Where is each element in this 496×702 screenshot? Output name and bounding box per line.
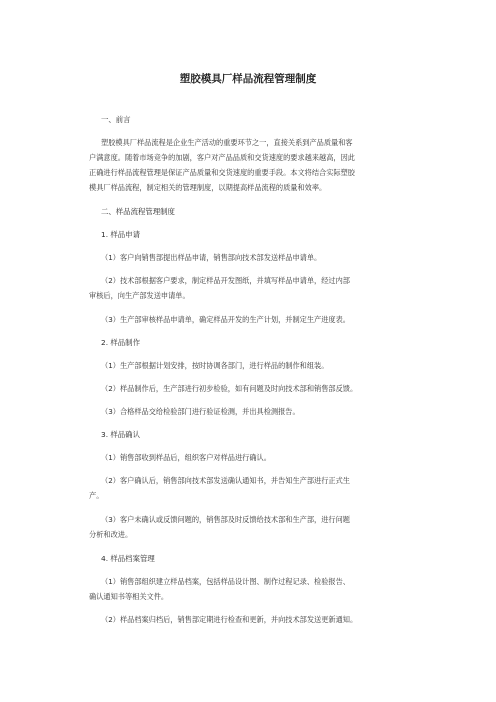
section-heading-preface: 一、前言: [101, 115, 131, 124]
list-item: （3）客户未确认或反馈问题的，销售部及时反馈给技术部和生产部，进行问题: [101, 515, 350, 524]
subsection-heading-application: 1. 样品申请: [101, 230, 140, 239]
list-item: （1）客户向销售部提出样品申请，销售部向技术部发送样品申请单。: [101, 253, 322, 262]
subsection-heading-production: 2. 样品制作: [101, 338, 140, 347]
subsection-heading-archive: 4. 样品档案管理: [101, 554, 155, 563]
section-heading-management: 二、样品流程管理制度: [101, 207, 175, 216]
list-item: （2）样品制作后，生产部进行初步检验，如有问题及时向技术部和销售部反馈。: [101, 384, 358, 393]
document-title: 塑胶模具厂样品流程管理制度: [179, 73, 317, 85]
preface-line: 正确进行样品流程管理是保证产品质量和交货速度的重要手段。本文将结合实际塑胶: [89, 168, 355, 177]
list-item: （3）合格样品交给检验部门进行验证检测，并出具检测报告。: [101, 407, 300, 416]
subsection-heading-confirmation: 3. 样品确认: [101, 430, 140, 439]
list-item-continuation: 审核后，向生产部发送申请单。: [89, 291, 190, 300]
list-item-continuation: 分析和改进。: [89, 530, 133, 539]
list-item-continuation: 产。: [89, 491, 104, 500]
list-item: （3）生产部审核样品申请单，确定样品开发的生产计划，并制定生产进度表。: [101, 315, 350, 324]
preface-line: 户满意度。随着市场竞争的加剧，客户对产品品质和交货速度的要求越来越高，因此: [89, 153, 355, 162]
list-item: （1）销售部组织建立样品档案，包括样品设计图、制作过程记录、检验报告、: [101, 577, 350, 586]
list-item: （1）生产部根据计划安排，按时协调各部门，进行样品的制作和组装。: [101, 361, 329, 370]
preface-line: 塑胶模具厂样品流程是企业生产活动的重要环节之一，直接关系到产品质量和客: [101, 138, 353, 147]
list-item-continuation: 确认通知书等相关文件。: [89, 592, 169, 601]
list-item: （2）技术部根据客户要求，制定样品开发图纸，并填写样品申请单，经过内部: [101, 276, 350, 285]
preface-line: 模具厂样品流程，制定相关的管理制度，以期提高样品流程的质量和效率。: [89, 183, 327, 192]
list-item: （1）销售部收到样品后，组织客户对样品进行确认。: [101, 453, 271, 462]
list-item: （2）客户确认后，销售部向技术部发送确认通知书，并告知生产部进行正式生: [101, 476, 350, 485]
list-item: （2）样品档案归档后，销售部定期进行检查和更新，并向技术部发送更新通知。: [101, 615, 358, 624]
